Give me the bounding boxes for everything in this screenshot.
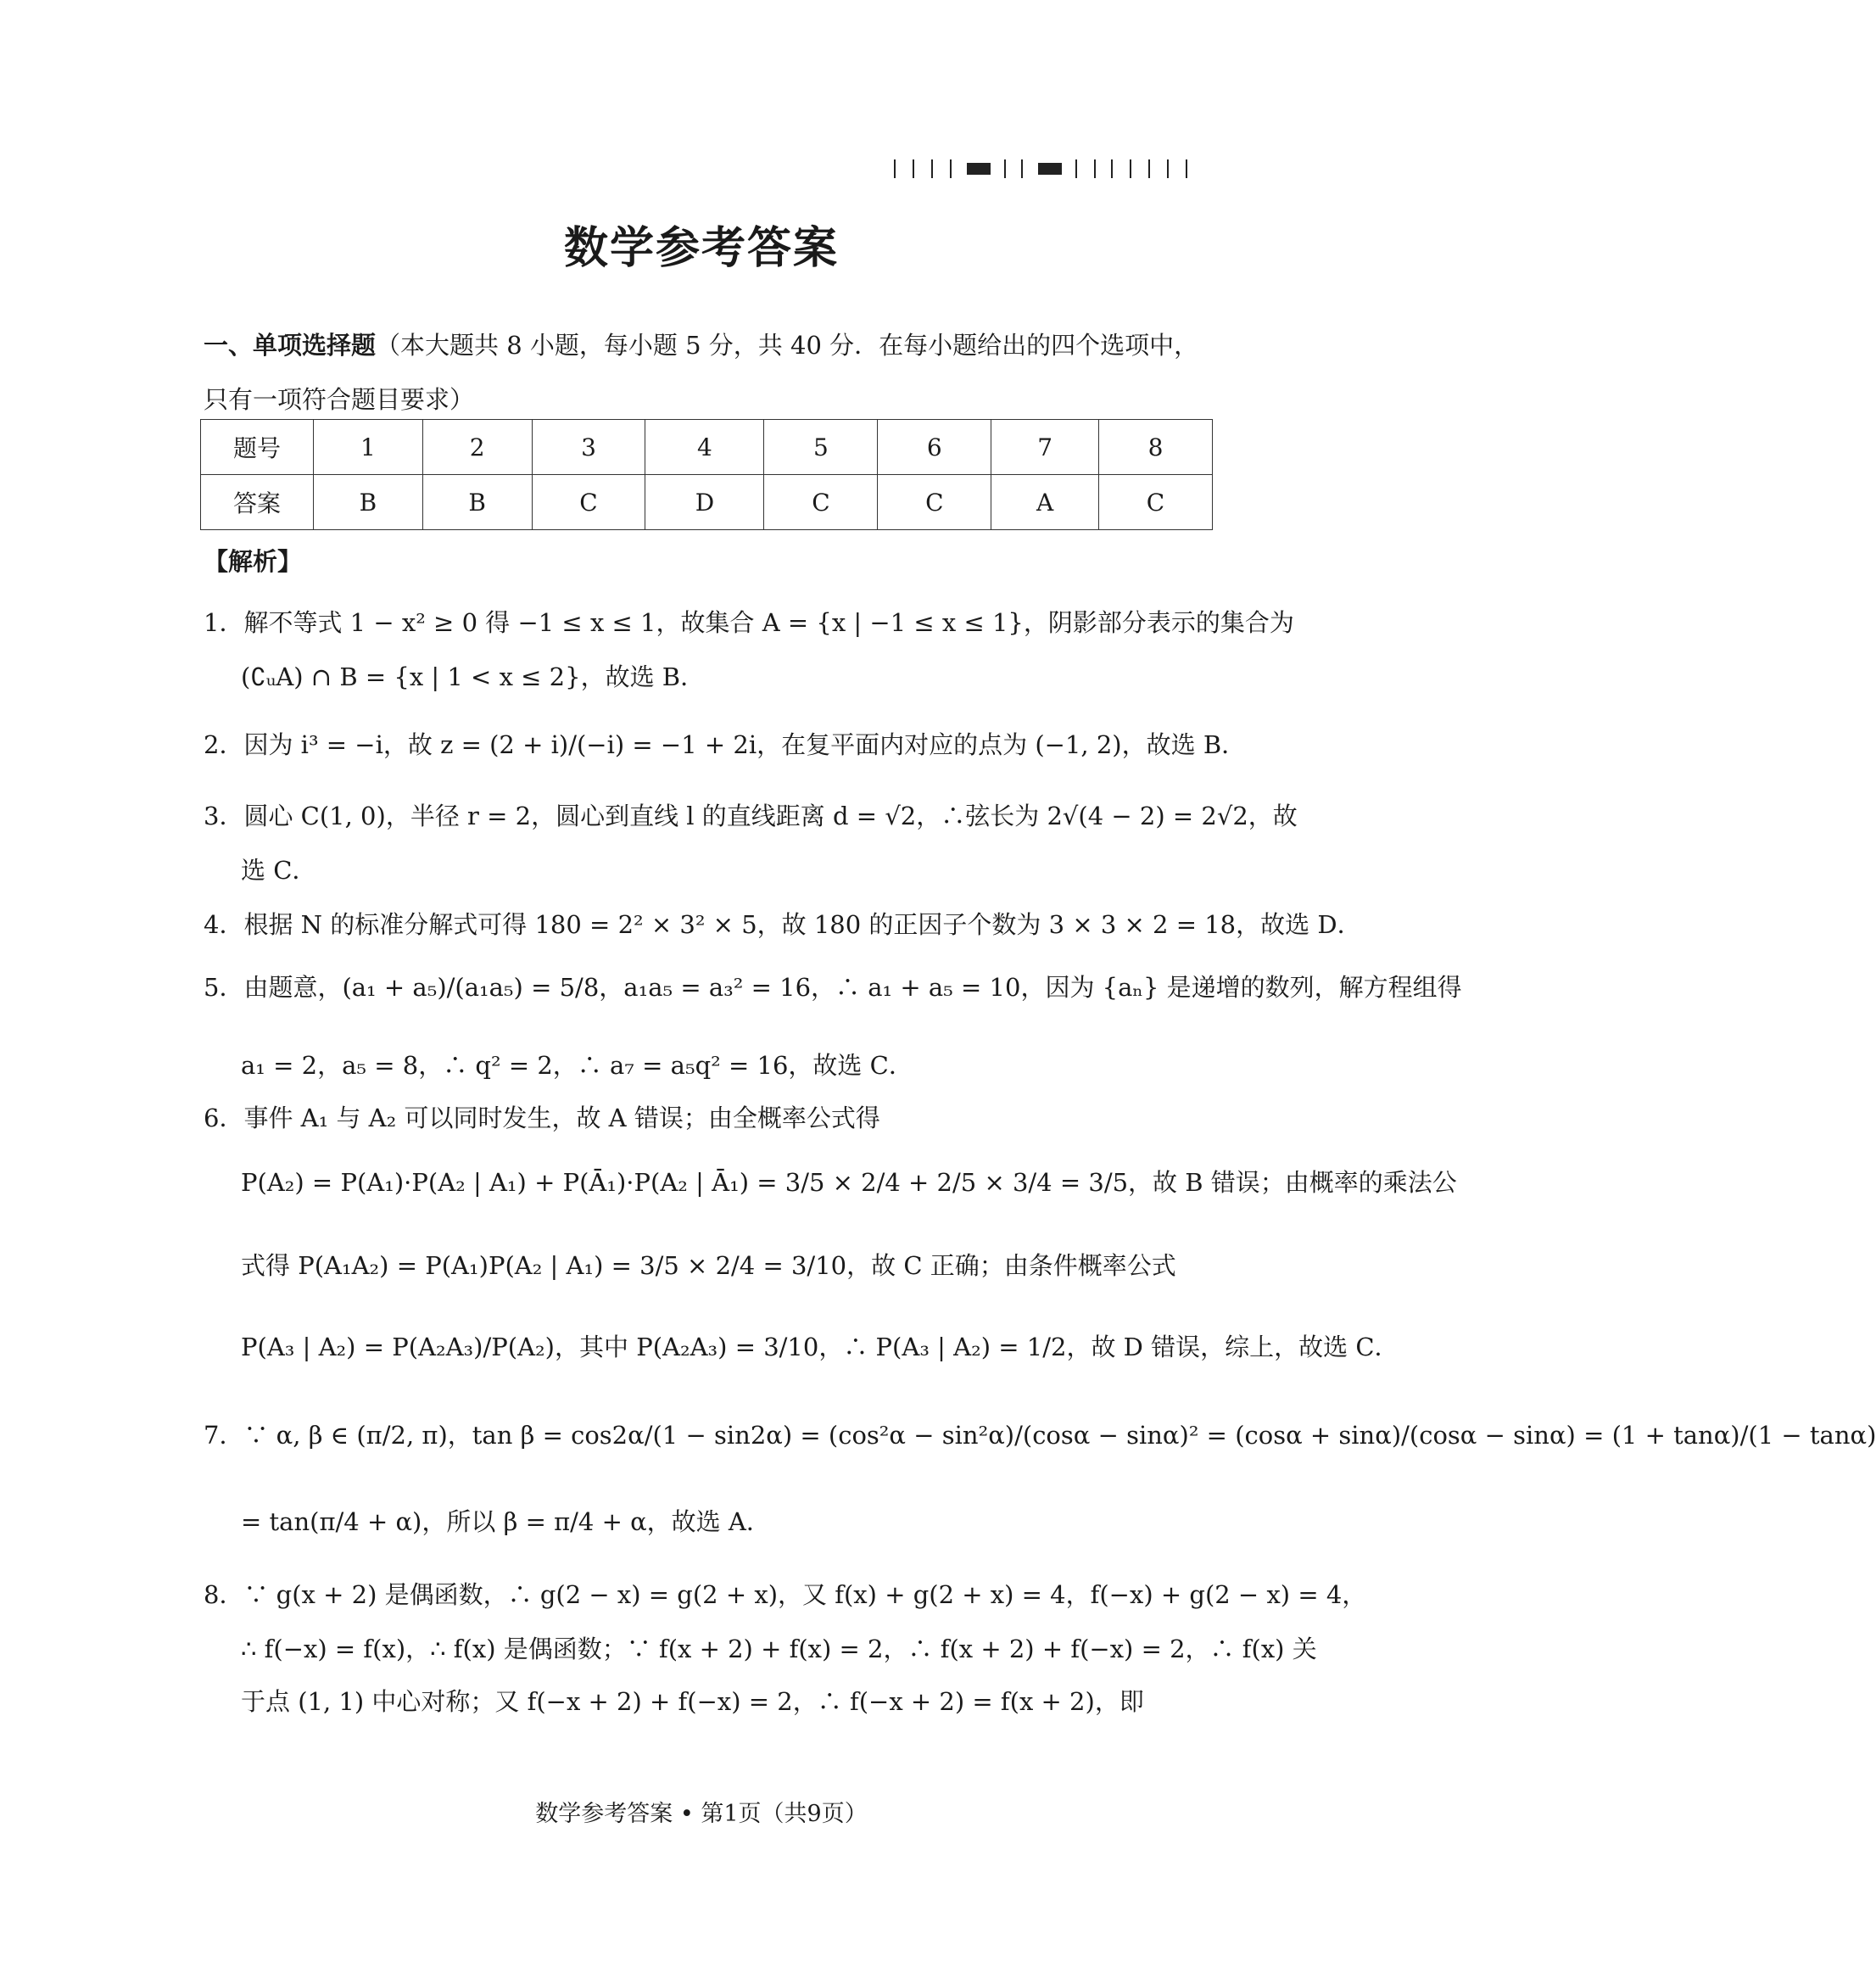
answer-cell: C xyxy=(532,475,645,530)
solution-line: 6．事件 A₁ 与 A₂ 可以同时发生，故 A 错误；由全概率公式得 xyxy=(204,1104,880,1132)
question-number: 4 xyxy=(645,420,764,475)
question-number: 6 xyxy=(878,420,991,475)
question-number: 2 xyxy=(422,420,532,475)
question-number: 1 xyxy=(314,420,423,475)
page-footer: 数学参考答案 • 第1页（共9页） xyxy=(535,1801,868,1827)
solution-line: 5．由题意，(a₁ + a₅)/(a₁a₅) = 5/8，a₁a₅ = a₃² = 16，∴ a₁ + a₅ = 10，因为 {aₙ} 是递增的数列，解方程组得 xyxy=(204,973,1462,1002)
answer-cell: C xyxy=(1099,475,1213,530)
section-note: （本大题共 8 小题，每小题 5 分，共 40 分．在每小题给出的四个选项中，只有一项符合题目要求） xyxy=(204,331,1199,414)
page-title: 数学参考答案 xyxy=(563,223,839,274)
solution-line: 3．圆心 C(1, 0)，半径 r = 2，圆心到直线 l 的直线距离 d = √2，∴弦长为 2√(4 − 2) = 2√2，故 xyxy=(204,802,1298,830)
question-number: 5 xyxy=(764,420,878,475)
question-number: 7 xyxy=(991,420,1099,475)
solution-line: 式得 P(A₁A₂) = P(A₁)P(A₂ | A₁) = 3/5 × 2/4 = 3/10，故 C 正确；由条件概率公式 xyxy=(241,1251,1176,1280)
solution-line: 4．根据 N 的标准分解式可得 180 = 2² × 3² × 5，故 180 的正因子个数为 3 × 3 × 2 = 18，故选 D． xyxy=(204,910,1362,939)
solution-line: = tan(π/4 + α)，所以 β = π/4 + α，故选 A． xyxy=(241,1507,771,1536)
answer-cell: B xyxy=(422,475,532,530)
answer-cell: D xyxy=(645,475,764,530)
barcode xyxy=(894,159,1216,180)
question-number: 3 xyxy=(532,420,645,475)
row-label: 答案 xyxy=(201,475,314,530)
row-label: 题号 xyxy=(201,420,314,475)
analysis-label: 【解析】 xyxy=(204,547,303,576)
answer-cell: B xyxy=(314,475,423,530)
solution-line: a₁ = 2，a₅ = 8，∴ q² = 2，∴ a₇ = a₅q² = 16，故选 C． xyxy=(241,1051,913,1080)
solution-line: 2．因为 i³ = −i，故 z = (2 + i)/(−i) = −1 + 2i，在复平面内对应的点为 (−1, 2)，故选 B． xyxy=(204,730,1247,759)
solution-line: ∴ f(−x) = f(x)，∴ f(x) 是偶函数；∵ f(x + 2) + f(x) = 2，∴ f(x + 2) + f(−x) = 2，∴ f(x) 关 xyxy=(241,1635,1317,1663)
solution-line: P(A₂) = P(A₁)·P(A₂ | A₁) + P(Ā₁)·P(A₂ | Ā₁) = 3/5 × 2/4 + 2/5 × 3/4 = 3/5，故 B 错误；由概率的乘法公 xyxy=(241,1168,1457,1197)
solution-line: 于点 (1, 1) 中心对称；又 f(−x + 2) + f(−x) = 2，∴ f(−x + 2) = f(x + 2)，即 xyxy=(241,1687,1144,1716)
question-number: 8 xyxy=(1099,420,1213,475)
answer-table xyxy=(200,419,1213,530)
table-row xyxy=(201,475,1213,530)
table-row xyxy=(201,420,1213,475)
answer-cell: C xyxy=(764,475,878,530)
section-heading xyxy=(204,318,1213,427)
solution-line: 选 C． xyxy=(241,856,317,885)
answer-cell: C xyxy=(878,475,991,530)
solution-line: 8．∵ g(x + 2) 是偶函数，∴ g(2 − x) = g(2 + x)，又 f(x) + g(2 + x) = 4，f(−x) + g(2 − x) = 4， xyxy=(204,1580,1367,1609)
answer-cell: A xyxy=(991,475,1099,530)
section-label: 一、单项选择题 xyxy=(204,331,377,360)
solution-line: (∁ᵤA) ∩ B = {x | 1 < x ≤ 2}，故选 B． xyxy=(241,662,706,691)
solution-line: P(A₃ | A₂) = P(A₂A₃)/P(A₂)，其中 P(A₂A₃) = 3/10，∴ P(A₃ | A₂) = 1/2，故 D 错误，综上，故选 C． xyxy=(241,1333,1399,1361)
solution-line: 7．∵ α, β ∈ (π/2, π)，tan β = cos2α/(1 − sin2α) = (cos²α − sin²α)/(cosα − sinα)² = (cosα + sinα)/(cosα − sinα) = (1 + tanα)/(1 − tanα) xyxy=(204,1421,1876,1450)
solution-line: 1．解不等式 1 − x² ≥ 0 得 −1 ≤ x ≤ 1，故集合 A = {x | −1 ≤ x ≤ 1}，阴影部分表示的集合为 xyxy=(204,608,1294,637)
